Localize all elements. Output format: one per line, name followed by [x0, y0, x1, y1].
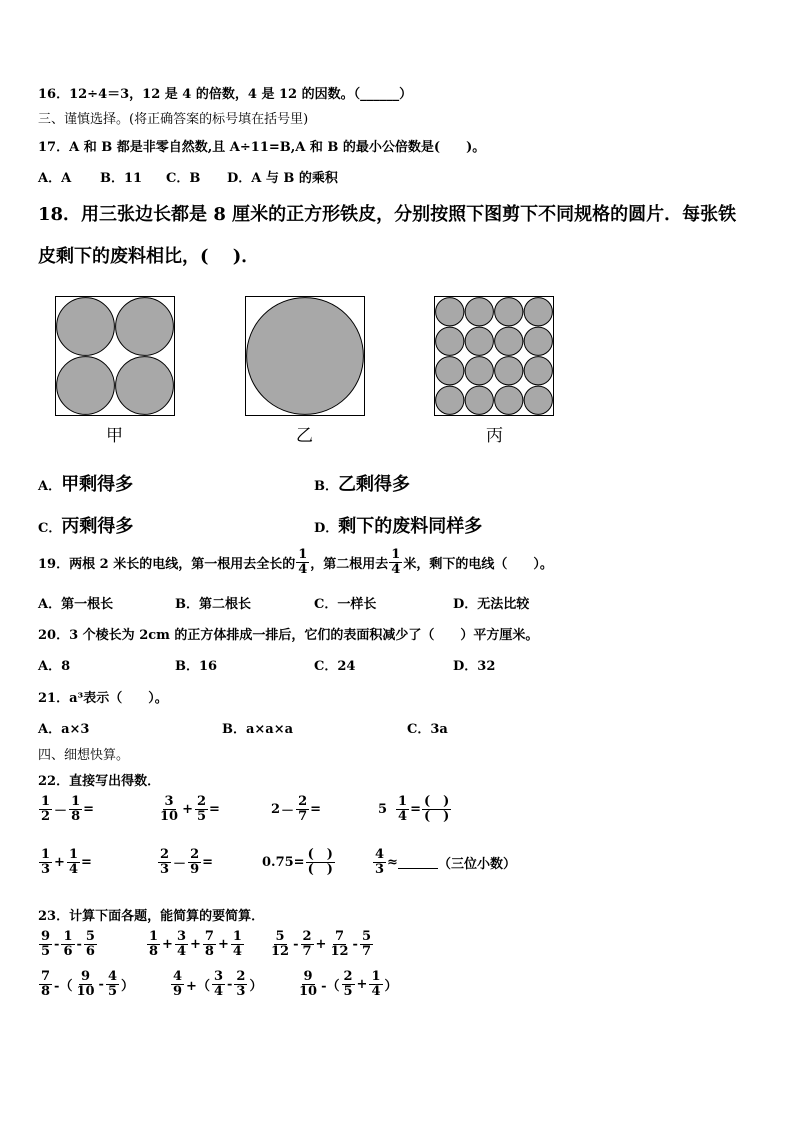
- fraction: [147, 930, 160, 958]
- numerator: 1: [68, 847, 78, 862]
- answer-denominator[interactable]: ( ): [307, 861, 333, 877]
- numerator: 3: [176, 929, 186, 944]
- q19-frac2-den: 4: [391, 561, 401, 577]
- q18-option-b-text: 乙剩得多: [338, 474, 410, 495]
- denominator: 8: [149, 943, 159, 959]
- circle-piece: [495, 298, 523, 326]
- numerator: 2: [302, 929, 312, 944]
- q21-option-c[interactable]: C．3a: [407, 722, 448, 737]
- denominator: 3: [375, 861, 385, 877]
- fraction: [69, 795, 82, 823]
- fraction: [39, 795, 52, 823]
- q18-option-c[interactable]: [38, 512, 133, 538]
- operator: +: [162, 936, 173, 952]
- q18-option-c-letter: C．: [38, 521, 62, 536]
- denominator: 12: [271, 943, 290, 959]
- q21-option-a[interactable]: A．a×3: [38, 722, 90, 737]
- operator: +: [315, 936, 327, 952]
- denominator: 5: [107, 983, 117, 999]
- denominator: 4: [232, 943, 242, 959]
- fraction: [158, 848, 171, 876]
- q18-option-d-text: 剩下的废料同样多: [338, 516, 483, 537]
- q23-stem: 23．计算下面各题，能简算的要简算．: [38, 909, 265, 924]
- operator: -: [76, 936, 82, 952]
- q17-option-a[interactable]: A．A: [38, 171, 72, 186]
- operator: -: [293, 936, 299, 952]
- numerator: 5: [275, 929, 285, 944]
- fraction: [39, 970, 52, 998]
- q22-expr-7: [262, 848, 336, 876]
- denominator: 3: [160, 861, 170, 877]
- numerator: 1: [71, 794, 81, 809]
- equals: =: [81, 854, 92, 870]
- circle-piece: [495, 386, 523, 414]
- q22-expr-3: [271, 795, 321, 823]
- circle-piece: [524, 327, 552, 355]
- fraction: [158, 795, 180, 823]
- fraction: [301, 930, 314, 958]
- numerator: 5: [361, 929, 371, 944]
- q20-option-c[interactable]: C．24: [314, 659, 356, 674]
- numerator: 2: [298, 794, 308, 809]
- q23-expr-5: [170, 970, 263, 998]
- numerator: 2: [236, 969, 246, 984]
- answer-blank[interactable]: [398, 856, 438, 869]
- caption-yi: 乙: [296, 426, 313, 446]
- answer-fraction[interactable]: [422, 795, 451, 823]
- denominator: 4: [213, 983, 223, 999]
- numerator: 2: [160, 847, 170, 862]
- figure-yi-circles: [246, 297, 364, 415]
- operator: －: [54, 803, 68, 819]
- q19-fraction-2: [389, 548, 402, 576]
- q18-option-a-text: 甲剩得多: [61, 474, 134, 495]
- q23-expr-1: [38, 930, 98, 958]
- q22-stem: 22．直接写出得数．: [38, 774, 161, 789]
- q22-expr-2: [157, 795, 220, 823]
- operator: -: [98, 976, 104, 992]
- denominator: 7: [361, 943, 371, 959]
- denominator: 9: [190, 861, 200, 877]
- numerator: 1: [149, 929, 159, 944]
- denominator: 10: [160, 808, 179, 824]
- q17-stem: 17．A 和 B 都是非零自然数,且 A÷11=B,A 和 B 的最小公倍数是( )。: [38, 140, 486, 155]
- fraction: [328, 930, 350, 958]
- denominator: 3: [41, 861, 51, 877]
- denominator: 5: [41, 943, 51, 959]
- circle-piece: [57, 357, 115, 415]
- denominator: 4: [371, 983, 381, 999]
- denominator: 10: [76, 983, 95, 999]
- q22-expr-5: [38, 848, 92, 876]
- fraction: [396, 795, 409, 823]
- fraction: [39, 930, 52, 958]
- answer-numerator[interactable]: ( ): [307, 847, 333, 862]
- numerator: 9: [41, 929, 51, 944]
- q18-option-a-letter: A．: [38, 479, 62, 494]
- circle-piece: [465, 298, 493, 326]
- q20-option-a[interactable]: A．8: [38, 659, 71, 674]
- q19-option-b[interactable]: B．第二根长: [175, 597, 251, 612]
- q19-frac1-den: 4: [298, 561, 308, 577]
- q20-stem: 20．3 个棱长为 2cm 的正方体排成一排后，它们的表面积减少了（ ）平方厘米。: [38, 628, 539, 643]
- q19-stem-pre: 19．两根 2 米长的电线，第一根用去全长的: [38, 556, 296, 572]
- circle-piece: [524, 357, 552, 385]
- section-3-heading: 三、谨慎选择。(将正确答案的标号填在括号里): [38, 112, 309, 127]
- figure-jia: [55, 296, 175, 416]
- fraction: [269, 930, 291, 958]
- operator: －: [173, 856, 187, 872]
- fraction: [188, 848, 201, 876]
- q18-option-d-letter: D．: [314, 521, 339, 536]
- q18-option-d[interactable]: [314, 512, 482, 538]
- numerator: 1: [398, 794, 408, 809]
- figure-jia-circles: [56, 297, 174, 415]
- denominator: 5: [343, 983, 353, 999]
- circle-piece: [465, 327, 493, 355]
- fraction: [231, 930, 244, 958]
- numerator: 4: [107, 969, 117, 984]
- denominator: 3: [236, 983, 246, 999]
- fraction: [297, 970, 319, 998]
- q21-option-b[interactable]: B．a×a×a: [222, 722, 294, 737]
- q19-frac1-num: 1: [298, 547, 308, 562]
- q20-option-b[interactable]: B．16: [175, 659, 218, 674]
- operator: +: [182, 801, 193, 817]
- q18-option-b[interactable]: [314, 470, 410, 496]
- denominator: 6: [85, 943, 95, 959]
- fraction: [74, 970, 96, 998]
- q18-option-c-text: 丙剩得多: [61, 516, 134, 537]
- q17-option-b[interactable]: B．11: [100, 171, 143, 186]
- q22-expr-6: [157, 848, 213, 876]
- q19-stem-post: 米，剩下的电线（ ）。: [403, 556, 553, 572]
- circle-piece: [524, 298, 552, 326]
- fraction: [296, 795, 309, 823]
- answer-denominator[interactable]: ( ): [424, 808, 450, 824]
- equals: =: [310, 801, 322, 817]
- numerator: 9: [80, 969, 91, 984]
- fraction: [203, 930, 216, 958]
- whole-number: 5: [378, 801, 388, 817]
- circle-piece: [436, 357, 464, 385]
- q19-option-a[interactable]: A．第一根长: [38, 597, 114, 612]
- caption-jia: 甲: [106, 426, 123, 446]
- equals: =: [410, 801, 421, 817]
- q18-option-b-letter: B．: [314, 479, 338, 494]
- denominator: 8: [204, 943, 214, 959]
- approx-sign: ≈: [387, 854, 398, 870]
- numerator: 4: [375, 847, 385, 862]
- equals: =: [83, 801, 95, 817]
- caption-bing: 丙: [486, 426, 503, 446]
- fraction: [39, 848, 52, 876]
- answer-numerator[interactable]: ( ): [424, 794, 450, 809]
- fraction: [106, 970, 119, 998]
- denominator: 12: [330, 943, 349, 959]
- circle-piece: [436, 298, 464, 326]
- operator: +: [217, 936, 229, 952]
- operator: +（: [186, 978, 210, 994]
- denominator: 7: [302, 943, 312, 959]
- q23-expr-2: [146, 930, 245, 958]
- fraction: [67, 848, 80, 876]
- fraction: [171, 970, 184, 998]
- fraction: [212, 970, 225, 998]
- circle-piece: [436, 386, 464, 414]
- circle-piece: [465, 386, 493, 414]
- operator: +: [190, 936, 201, 952]
- q21-stem: 21．a³表示（ ）。: [38, 691, 168, 706]
- numerator: 2: [343, 969, 353, 984]
- denominator: 10: [299, 983, 318, 999]
- denominator: 4: [398, 808, 408, 824]
- fraction: [195, 795, 208, 823]
- q18-stem-line1: 18．用三张边长都是 8 厘米的正方形铁皮，分别按照下图剪下不同规格的圆片．每张铁: [38, 204, 737, 225]
- numerator: 5: [85, 929, 95, 944]
- fraction: [234, 970, 247, 998]
- denominator: 5: [197, 808, 207, 824]
- circle-piece: [495, 327, 523, 355]
- q17-option-d[interactable]: D．A 与 B 的乘积: [227, 171, 338, 186]
- operator: -（: [321, 978, 340, 994]
- fraction: [175, 930, 188, 958]
- denominator: 6: [63, 943, 73, 959]
- circle-piece: [116, 298, 174, 356]
- q19-fraction-1: [296, 548, 309, 576]
- numerator: 7: [41, 969, 51, 984]
- q19-option-c[interactable]: C．一样长: [314, 597, 377, 612]
- numerator: 4: [173, 969, 183, 984]
- numerator: 2: [197, 794, 207, 809]
- fraction: [84, 930, 97, 958]
- q22-expr-1: [38, 795, 94, 823]
- circle-piece: [57, 298, 115, 356]
- equals: =: [202, 854, 214, 870]
- numerator: 1: [371, 969, 381, 984]
- denominator: 8: [41, 983, 51, 999]
- numerator: 2: [190, 847, 200, 862]
- q17-option-c[interactable]: C．B: [166, 171, 201, 186]
- operator: +: [356, 976, 368, 992]
- denominator: 9: [173, 983, 183, 999]
- figure-bing: [434, 296, 554, 416]
- operator: ）: [121, 978, 135, 994]
- q22-expr-4: [378, 795, 452, 823]
- numerator: 3: [164, 794, 174, 809]
- fraction: [342, 970, 355, 998]
- denominator: 4: [176, 943, 186, 959]
- circle-piece: [524, 386, 552, 414]
- q19-option-d[interactable]: D．无法比较: [453, 597, 530, 612]
- numerator: 7: [204, 929, 214, 944]
- figure-yi: [245, 296, 365, 416]
- q18-option-a[interactable]: [38, 470, 133, 496]
- numerator: 9: [303, 969, 313, 984]
- numerator: 3: [213, 969, 223, 984]
- operator: -（: [54, 978, 73, 994]
- equals: =: [209, 801, 220, 817]
- denominator: 4: [68, 861, 78, 877]
- q22-expr-8: [372, 848, 516, 876]
- numerator: 1: [63, 929, 73, 944]
- q22-note: （三位小数）: [437, 856, 516, 872]
- section-4-heading: 四、细想快算。: [38, 748, 130, 763]
- circle-piece: [116, 357, 174, 415]
- q23-expr-6: [296, 970, 399, 998]
- denominator: 2: [41, 808, 51, 824]
- numerator: 1: [41, 794, 51, 809]
- operator: ）: [384, 978, 398, 994]
- circle-piece: [247, 298, 364, 415]
- fraction: [61, 930, 74, 958]
- q16-text: 16．12÷4＝3，12 是 4 的倍数，4 是 12 的因数。（______）: [38, 87, 413, 102]
- operator: －: [281, 803, 295, 819]
- q19-stem: [38, 548, 553, 576]
- numerator: 1: [41, 847, 51, 862]
- fraction: [369, 970, 382, 998]
- q23-expr-3: [268, 930, 374, 958]
- figure-bing-circles: [435, 297, 553, 415]
- q20-option-d[interactable]: D．32: [453, 659, 496, 674]
- denominator: 7: [298, 808, 308, 824]
- operator: -: [352, 936, 358, 952]
- fraction: [360, 930, 373, 958]
- numerator: 7: [334, 929, 345, 944]
- q19-stem-mid: ，第二根用去: [310, 556, 389, 572]
- denominator: 8: [71, 808, 81, 824]
- operator: -: [227, 976, 233, 992]
- q23-expr-4: [38, 970, 135, 998]
- numerator: 1: [232, 929, 242, 944]
- decimal-value: 0.75=: [262, 854, 305, 870]
- operator: ）: [249, 978, 263, 994]
- circle-piece: [465, 357, 493, 385]
- whole-number: 2: [271, 801, 281, 817]
- q19-frac2-num: 1: [391, 547, 401, 562]
- operator: +: [54, 854, 65, 870]
- fraction: [373, 848, 386, 876]
- circle-piece: [495, 357, 523, 385]
- q18-stem-line2: 皮剩下的废料相比，( )．: [38, 246, 260, 267]
- answer-fraction[interactable]: [306, 848, 335, 876]
- operator: -: [54, 936, 60, 952]
- circle-piece: [436, 327, 464, 355]
